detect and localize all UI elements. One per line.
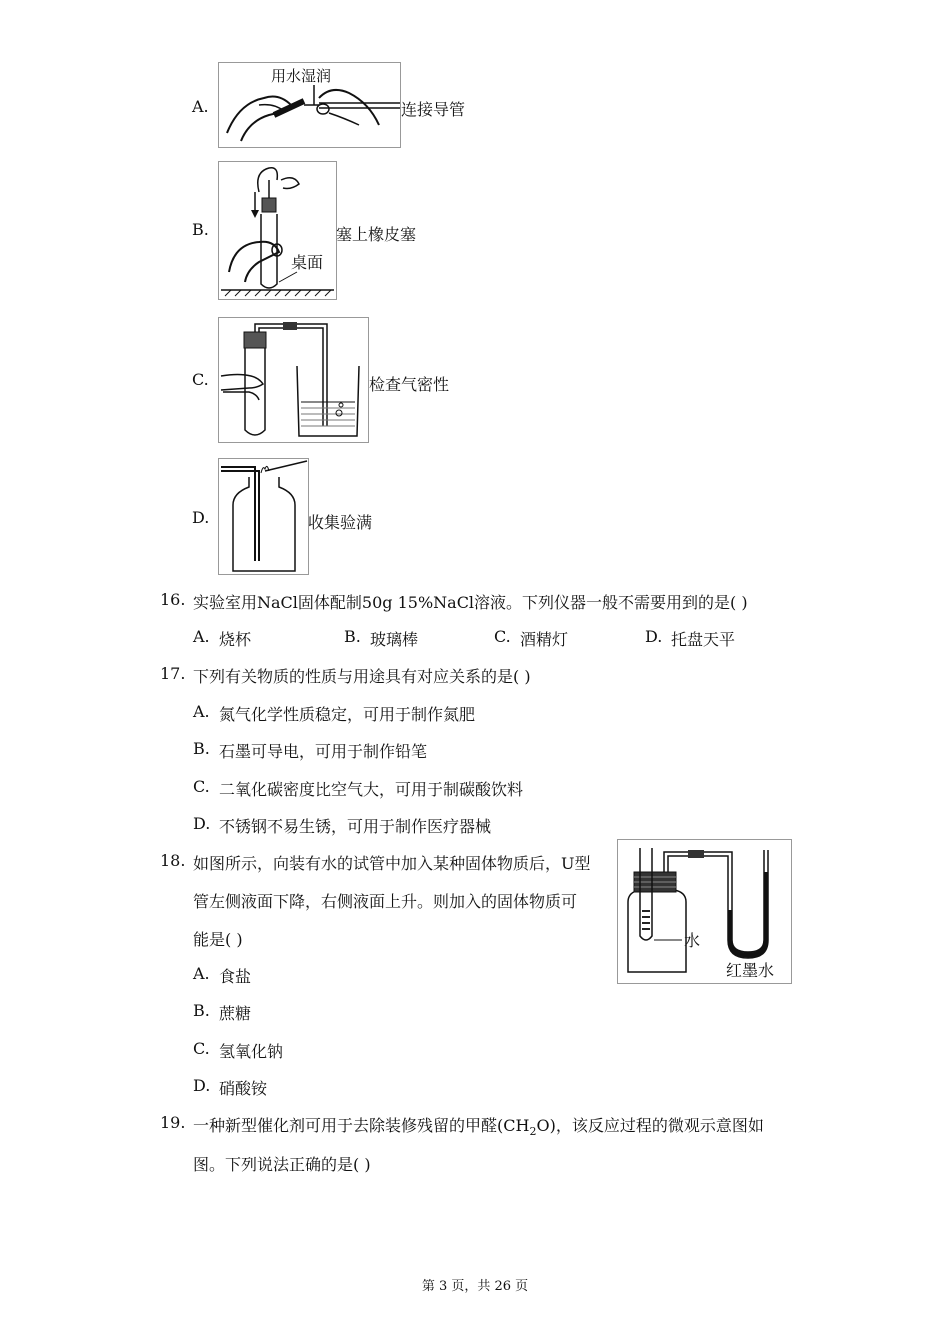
- q15-option-b-figure: [218, 161, 337, 300]
- q19-stem-line-1: [193, 1113, 764, 1138]
- q19-stem-line-2: 图。下列说法正确的是( ): [193, 1155, 371, 1174]
- q15-option-c-letter: C.: [192, 370, 209, 389]
- q19-stem-post: O)，该反应过程的微观示意图如: [536, 1116, 764, 1135]
- q19-number: 19.: [160, 1113, 186, 1132]
- q16-option-c-text: 酒精灯: [520, 630, 569, 649]
- q17-option-c-text: 二氧化碳密度比空气大，可用于制碳酸饮料: [219, 780, 524, 799]
- q18-option-b-text: 蔗糖: [219, 1004, 252, 1023]
- q15-option-b-letter: B.: [192, 220, 209, 239]
- q19-stem-pre: 一种新型催化剂可用于去除装修残留的甲醛(CH: [193, 1116, 530, 1135]
- q18-stem-line-3: 能是( ): [193, 930, 243, 949]
- q15-option-b-text: 塞上橡皮塞: [336, 225, 417, 244]
- q17-option-a-text: 氮气化学性质稳定，可用于制作氮肥: [219, 705, 476, 724]
- q15-option-a-text: 连接导管: [401, 100, 466, 119]
- q17-option-b-letter: B.: [193, 739, 210, 758]
- q18-number: 18.: [160, 851, 186, 870]
- q15-option-d-letter: D.: [192, 508, 210, 527]
- q18-option-a-letter: A.: [193, 964, 210, 983]
- q16-option-a-text: 烧杯: [219, 630, 252, 649]
- q15-option-c-text: 检查气密性: [369, 375, 450, 394]
- q17-option-d-text: 不锈钢不易生锈，可用于制作医疗器械: [219, 817, 492, 836]
- q18-option-c-letter: C.: [193, 1039, 210, 1058]
- q18-stem-line-1: 如图所示，向装有水的试管中加入某种固体物质后，U型: [193, 854, 591, 873]
- q17-option-a-letter: A.: [193, 702, 210, 721]
- q15-option-d-figure: [218, 458, 309, 575]
- q18-figure-water-label: 水: [684, 933, 701, 950]
- q15-a-figure-label: 用水湿润: [271, 68, 332, 85]
- q15-option-c-figure: [218, 317, 369, 443]
- q18-option-c-text: 氢氧化钠: [219, 1042, 284, 1061]
- q17-number: 17.: [160, 664, 186, 683]
- q15-option-d-text: 收集验满: [308, 513, 373, 532]
- q18-figure: [617, 839, 792, 984]
- q17-option-d-letter: D.: [193, 814, 211, 833]
- q18-option-d-letter: D.: [193, 1076, 211, 1095]
- q16-number: 16.: [160, 590, 186, 609]
- q15-option-a-figure: [218, 62, 401, 148]
- q16-option-c-letter: C.: [494, 627, 511, 646]
- q18-option-a-text: 食盐: [219, 967, 252, 986]
- q19-stem-subscript: 2: [529, 1125, 537, 1139]
- q18-figure-ink-label: 红墨水: [726, 963, 775, 980]
- q16-option-a-letter: A.: [193, 627, 210, 646]
- q18-stem-line-2: 管左侧液面下降，右侧液面上升。则加入的固体物质可: [193, 892, 578, 911]
- q16-option-d-text: 托盘天平: [671, 630, 736, 649]
- q16-option-b-text: 玻璃棒: [370, 630, 419, 649]
- page-footer: 第 3 页，共 26 页: [421, 1279, 529, 1294]
- q18-option-b-letter: B.: [193, 1001, 210, 1020]
- q17-stem: 下列有关物质的性质与用途具有对应关系的是( ): [193, 667, 531, 686]
- q15-option-a-letter: A.: [192, 97, 209, 116]
- q17-option-b-text: 石墨可导电，可用于制作铅笔: [219, 742, 428, 761]
- q16-stem: 实验室用NaCl固体配制50g 15%NaCl溶液。下列仪器一般不需要用到的是( ): [193, 593, 748, 612]
- q18-option-d-text: 硝酸铵: [219, 1079, 268, 1098]
- q16-option-b-letter: B.: [344, 627, 361, 646]
- q15-b-figure-label: 桌面: [291, 255, 324, 272]
- q17-option-c-letter: C.: [193, 777, 210, 796]
- q16-option-d-letter: D.: [645, 627, 663, 646]
